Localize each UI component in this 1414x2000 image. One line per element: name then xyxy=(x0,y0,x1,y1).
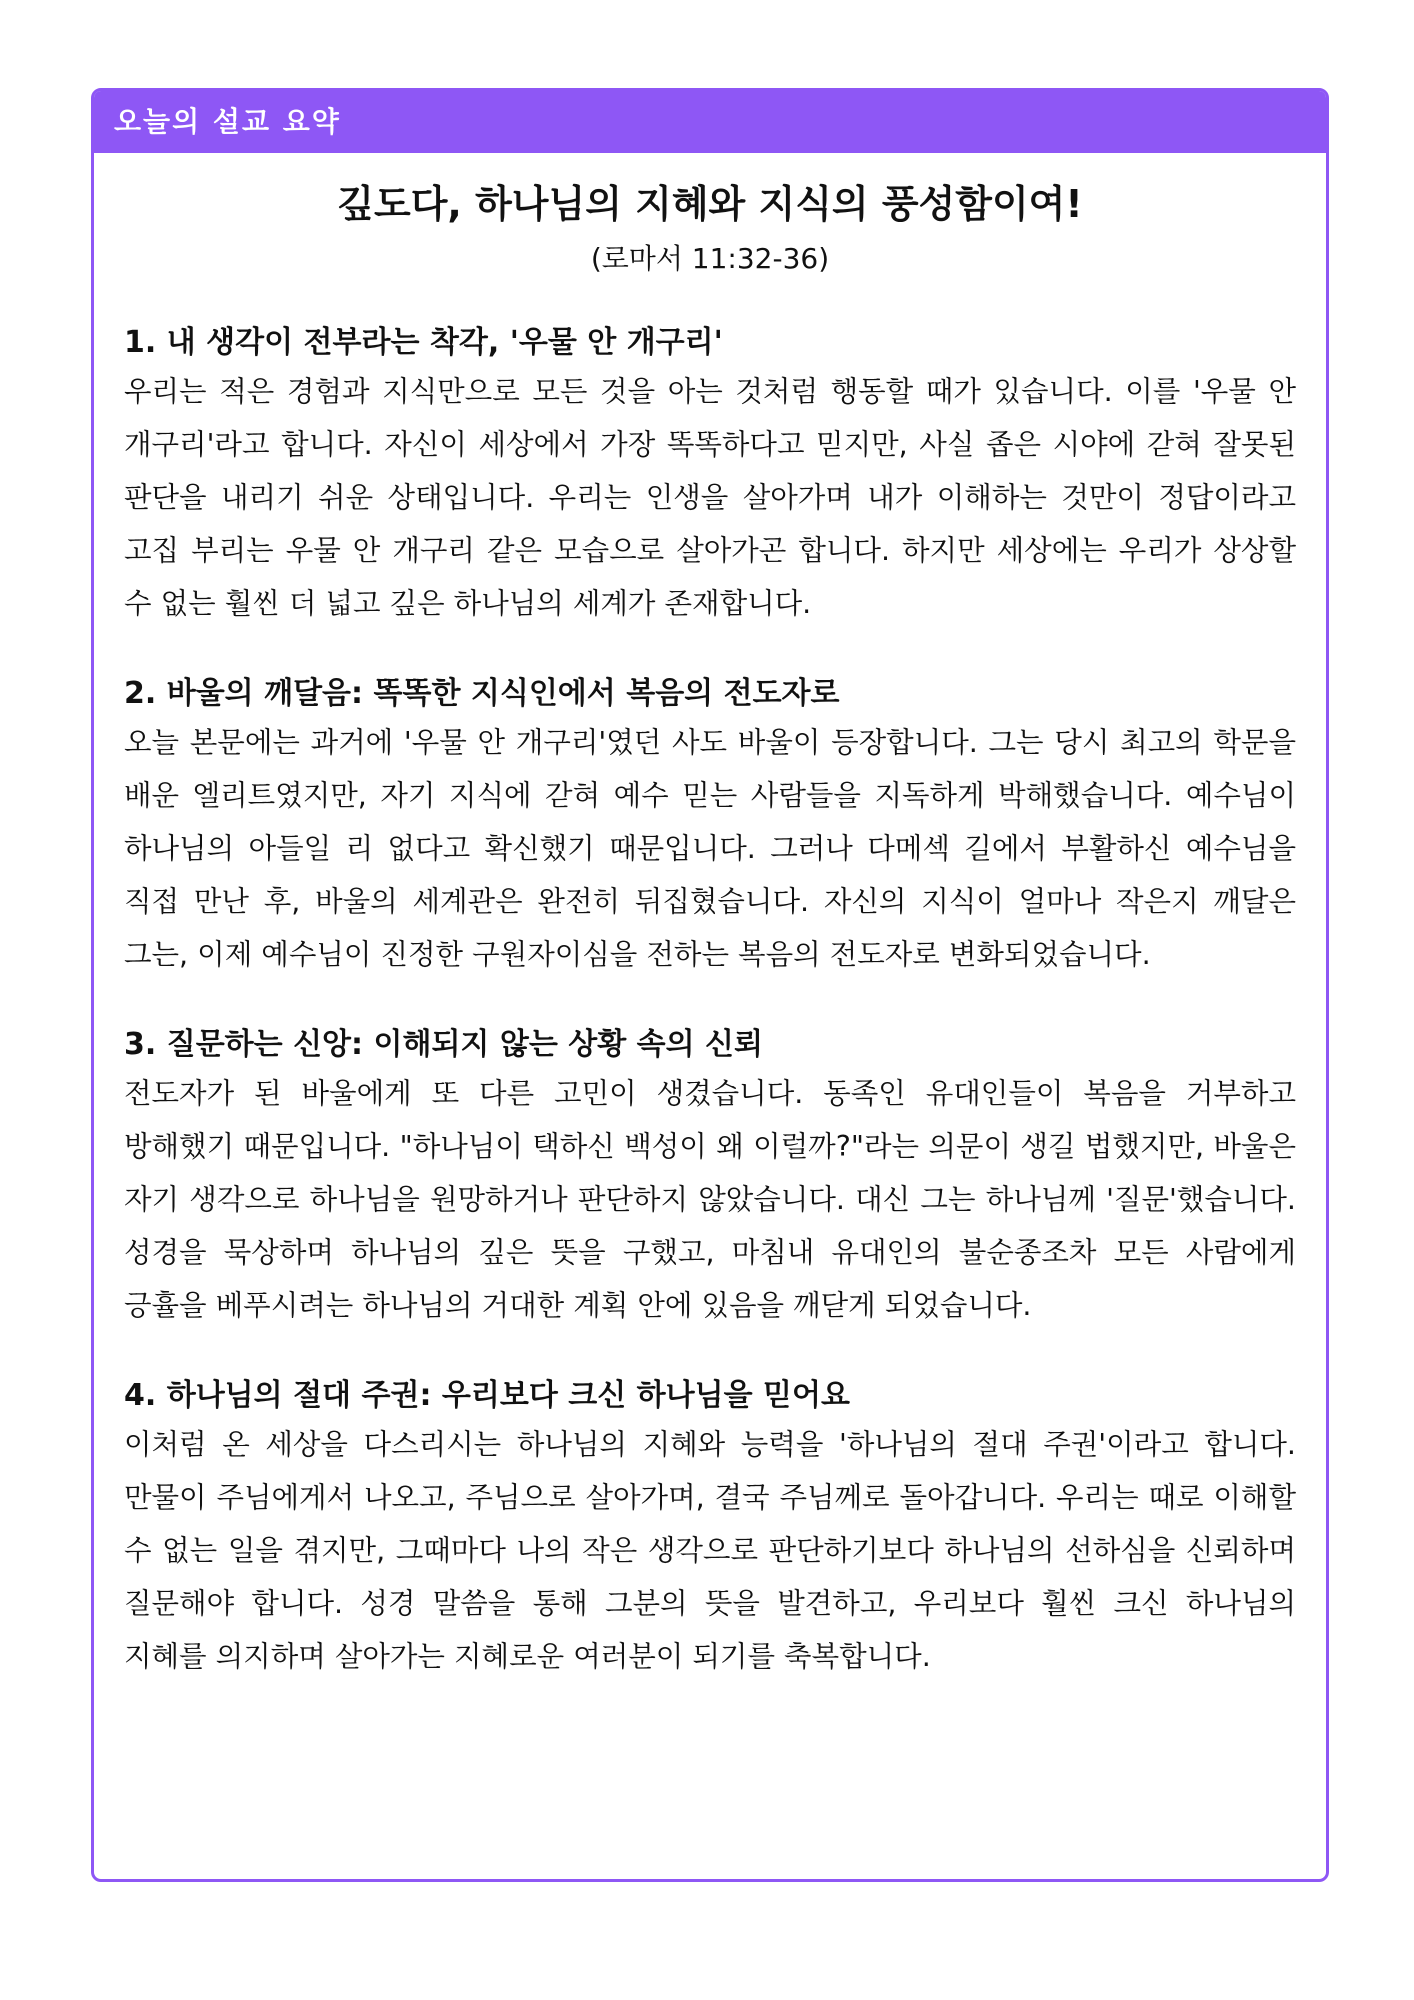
section-text: 우리는 적은 경험과 지식만으로 모든 것을 아는 것처럼 행동할 때가 있습니다. 이를 '우물 안 개구리'라고 합니다. 자신이 세상에서 가장 똑똑하다고 믿지만, 사실 좁은 시야에 갇혀 잘못된 판단을 내리기 쉬운 상태입니다. 우리는 인생을 살아가며 내가 이해하는 것만이 정답이라고 고집 부리는 우물 안 개구리 같은 모습으로 살아가곤 합니다. 하지만 세상에는 우리가 상상할 수 없는 훨씬 더 넓고 깊은 하나님의 세계가 존재합니다. xyxy=(124,375,1296,620)
section-heading: 3. 질문하는 신앙: 이해되지 않는 상황 속의 신뢰 xyxy=(124,1027,764,1062)
card-body xyxy=(94,179,1326,1683)
scripture-reference: (로마서 11:32-36) xyxy=(590,242,830,275)
section-heading: 2. 바울의 깨달음: 똑똑한 지식인에서 복음의 전도자로 xyxy=(124,676,840,711)
section-4 xyxy=(124,1374,1296,1683)
section-3 xyxy=(124,1023,1296,1332)
section-2 xyxy=(124,672,1296,981)
section-1 xyxy=(124,321,1296,630)
card-header: 오늘의 설교 요약 xyxy=(94,91,1326,153)
section-text: 전도자가 된 바울에게 또 다른 고민이 생겼습니다. 동족인 유대인들이 복음을 거부하고 방해했기 때문입니다. "하나님이 택하신 백성이 왜 이럴까?"라는 의문이 생길 법했지만, 바울은 자기 생각으로 하나님을 원망하거나 판단하지 않았습니다. 대신 그는 하나님께 '질문'했습니다. 성경을 묵상하며 하나님의 깊은 뜻을 구했고, 마침내 유대인의 불순종조차 모든 사람에게 긍휼을 베푸시려는 하나님의 거대한 계획 안에 있음을 깨닫게 되었습니다. xyxy=(124,1077,1296,1322)
sermon-summary-card xyxy=(91,88,1329,1882)
section-text: 이처럼 온 세상을 다스리시는 하나님의 지혜와 능력을 '하나님의 절대 주권'이라고 합니다. 만물이 주님에게서 나오고, 주님으로 살아가며, 결국 주님께로 돌아갑니다. 우리는 때로 이해할 수 없는 일을 겪지만, 그때마다 나의 작은 생각으로 판단하기보다 하나님의 선하심을 신뢰하며 질문해야 합니다. 성경 말씀을 통해 그분의 뜻을 발견하고, 우리보다 훨씬 크신 하나님의 지혜를 의지하며 살아가는 지혜로운 여러분이 되기를 축복합니다. xyxy=(124,1428,1296,1673)
section-text: 오늘 본문에는 과거에 '우물 안 개구리'였던 사도 바울이 등장합니다. 그는 당시 최고의 학문을 배운 엘리트였지만, 자기 지식에 갇혀 예수 믿는 사람들을 지독하게 박해했습니다. 예수님이 하나님의 아들일 리 없다고 확신했기 때문입니다. 그러나 다메섹 길에서 부활하신 예수님을 직접 만난 후, 바울의 세계관은 완전히 뒤집혔습니다. 자신의 지식이 얼마나 작은지 깨달은 그는, 이제 예수님이 진정한 구원자이심을 전하는 복음의 전도자로 변화되었습니다. xyxy=(124,726,1296,971)
sermon-title: 깊도다, 하나님의 지혜와 지식의 풍성함이여! xyxy=(337,182,1083,226)
section-heading: 1. 내 생각이 전부라는 착각, '우물 안 개구리' xyxy=(124,325,723,360)
section-heading: 4. 하나님의 절대 주권: 우리보다 크신 하나님을 믿어요 xyxy=(124,1378,850,1413)
